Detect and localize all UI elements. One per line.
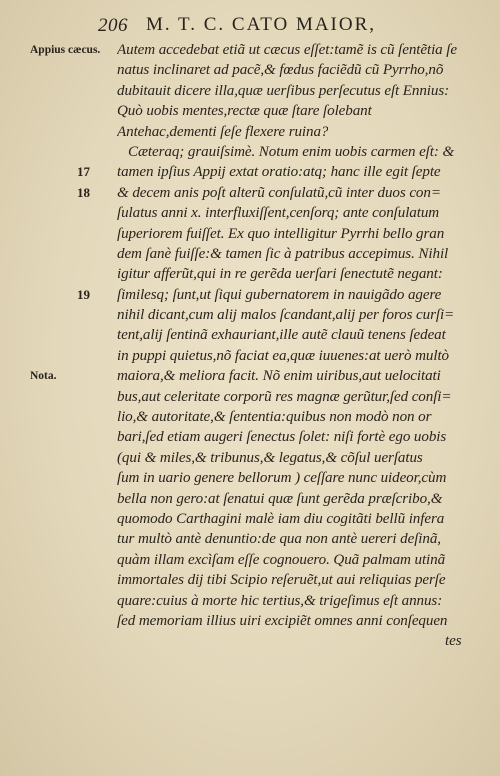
text-row — [0, 489, 500, 509]
line-number: 18 — [77, 184, 90, 200]
text-line: quàm illam excìſam eſſe cognouero. Quã palmam utinã — [117, 551, 446, 568]
text-row — [0, 264, 500, 284]
text-row — [0, 325, 500, 345]
text-line: ſum in uario genere bellorum ) ceſſare nunc uideor,cùm — [117, 470, 447, 487]
text-line: Cæteraq; grauiſsimè. Notum enim uobis carmen eſt: & — [128, 143, 455, 160]
text-line: ſed memoriam illius uiri excipiẽt omnes anni conſequen — [117, 612, 448, 629]
text-line: dem ſanè fuiſſe:& tamen ſic à patribus accepimus. Nihil — [117, 245, 449, 262]
text-line: tent,alij ſentinã exhauriant,ille autẽ clauũ tenens ſedeat — [117, 327, 446, 344]
text-row — [0, 60, 500, 80]
text-row — [0, 305, 500, 325]
text-row — [0, 81, 500, 101]
text-line: lio,& autoritate,& ſententia:quibus non modò non or — [117, 409, 432, 426]
text-line: quare:cuius à morte hic tertius,& trigeſimus eſt annus: — [117, 592, 443, 609]
text-row — [0, 142, 500, 162]
text-row — [0, 203, 500, 223]
running-head: M. T. C. CATO MAIOR, — [146, 14, 377, 35]
text-line: dubitauit dicere illa,quæ uerſibus perſecutus eſt Ennius: — [117, 82, 450, 99]
text-row — [0, 529, 500, 549]
text-row — [0, 387, 500, 407]
line-number: 19 — [77, 286, 90, 302]
text-row — [0, 631, 500, 651]
page-header — [98, 14, 458, 42]
verse-line: Antehac,dementi ſeſe flexere ruina? — [117, 123, 329, 140]
text-row — [0, 40, 500, 60]
text-line: immortales dij tibi Scipio reſeruẽt,ut aui reliquias perſe — [117, 572, 446, 589]
text-line: igitur afferũt,qui in re gerẽda uerſari ſenectutẽ negant: — [117, 266, 443, 283]
text-row — [0, 591, 500, 611]
text-row — [0, 224, 500, 244]
verse-line: Quò uobis mentes,rectæ quæ ſtare ſolebant — [117, 103, 372, 120]
text-row — [0, 509, 500, 529]
text-line: (qui & miles,& tribunus,& legatus,& cõſul uerſatus — [117, 449, 423, 466]
text-row — [0, 407, 500, 427]
text-line: Autem accedebat etiã ut cæcus eſſet:tamẽ is cũ ſentẽtia ſe — [117, 42, 457, 58]
text-line: maiora,& meliora facit. Nõ enim uiribus,aut uelocitati — [117, 368, 441, 385]
text-line: bella non gero:at ſenatui quæ ſunt gerẽda præſcribo,& — [117, 490, 443, 507]
text-row — [0, 366, 500, 386]
text-line: natus inclinaret ad pacẽ,& fœdus faciẽdũ cũ Pyrrho,nõ — [117, 62, 444, 79]
text-line: in puppi quietus,nõ faciat ea,quæ iuuenes:at uerò multò — [117, 347, 449, 364]
text-row — [0, 183, 500, 203]
margin-note: Appius cæcus. — [30, 44, 101, 56]
text-line: & decem anis poſt alterũ conſulatũ,cũ inter duos con= — [117, 184, 441, 201]
verse-row — [0, 122, 500, 142]
text-row — [0, 448, 500, 468]
text-row — [0, 468, 500, 488]
text-line: tamen ipſius Appij extat oratio:atq; hanc ille egit ſepte — [117, 164, 441, 181]
text-line: ſuperiorem fuiſſet. Ex quo intelligitur Pyrrhi bello gran — [117, 225, 445, 242]
text-row — [0, 570, 500, 590]
text-row — [0, 346, 500, 366]
text-row — [0, 162, 500, 182]
text-row — [0, 550, 500, 570]
line-number: 17 — [77, 164, 90, 180]
text-line: bari,ſed etiam augeri ſenectus ſolet: niſi fortè ego uobis — [117, 429, 447, 446]
page-number: 206 — [98, 15, 128, 36]
text-row — [0, 244, 500, 264]
margin-note: Nota. — [30, 370, 57, 383]
verse-row — [0, 101, 500, 121]
text-line: tur multò antè denuntio:de qua non antè uereri deſinã, — [117, 531, 441, 548]
text-row — [0, 611, 500, 631]
text-line: nihil dicant,cum alij malos ſcandant,alij per foros curſi= — [117, 307, 455, 324]
catchword: tes — [445, 633, 462, 650]
text-row — [0, 285, 500, 305]
text-block — [0, 40, 500, 652]
text-line: ſulatus anni x. interfluxiſſent,cenſorq; ante conſulatum — [117, 205, 440, 222]
text-line: bus,aut celeritate corporũ res magnæ gerũtur,ſed conſi= — [117, 388, 452, 405]
text-line: ſimilesq; ſunt,ut ſiqui gubernatorem in nauigãdo agere — [117, 286, 442, 303]
text-line: quomodo Carthagini malè iam diu cogitãti bellũ infera — [117, 510, 445, 527]
text-row — [0, 427, 500, 447]
